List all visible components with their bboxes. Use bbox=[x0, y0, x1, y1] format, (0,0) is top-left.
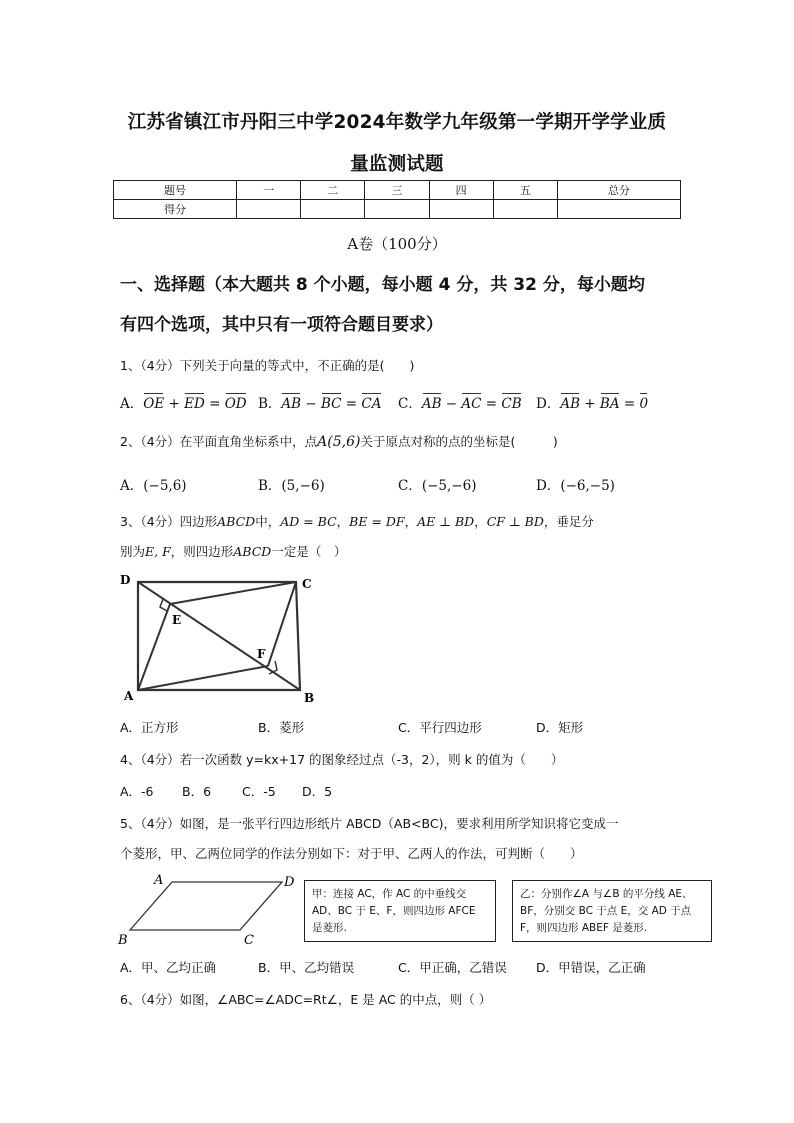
q4-option-c: C．-5 bbox=[242, 784, 276, 799]
q2-option-c: C．(−5,−6) bbox=[398, 478, 477, 494]
score-cell bbox=[301, 200, 365, 219]
score-header-cell: 四 bbox=[429, 181, 493, 200]
q2-option-b: B．(5,−6) bbox=[258, 478, 325, 494]
label-a: A bbox=[154, 873, 164, 888]
condition: AD = BC bbox=[280, 514, 337, 529]
q3-text: 3、（4分）四边形 bbox=[120, 514, 218, 529]
box-line: 是菱形. bbox=[312, 922, 347, 934]
operator: + bbox=[164, 396, 185, 412]
section1-heading bbox=[120, 265, 700, 345]
operator: + bbox=[580, 396, 600, 412]
vector: 0 bbox=[639, 396, 649, 412]
q2-option-a: A．(−5,6) bbox=[120, 478, 187, 494]
section1-line1: 一、选择题（本大题共 8 个小题，每小题 4 分，共 32 分，每小题均 bbox=[120, 275, 645, 295]
q5-figure bbox=[112, 868, 302, 950]
q4-option-b: B．6 bbox=[182, 784, 212, 799]
diagonal-bd bbox=[138, 582, 300, 690]
box-line: AD、BC 于 E、F，则四边形 AFCE bbox=[312, 905, 476, 917]
quad-abcd: ABCD bbox=[233, 544, 272, 559]
label-d: D bbox=[284, 875, 295, 890]
vector: BA bbox=[599, 396, 620, 412]
label-d: D bbox=[120, 573, 131, 587]
quad-abcd: ABCD bbox=[217, 514, 256, 529]
option-label: C． bbox=[398, 396, 422, 412]
score-cell bbox=[365, 200, 429, 219]
equals: = bbox=[204, 396, 225, 412]
q1-option-c bbox=[398, 392, 522, 412]
q2-stem bbox=[120, 432, 690, 450]
label-c: C bbox=[302, 577, 312, 591]
label-c: C bbox=[244, 933, 254, 948]
exam-title-line2: 量监测试题 bbox=[350, 154, 444, 175]
q3-stem-line2 bbox=[120, 542, 690, 560]
vector: AB bbox=[281, 396, 302, 412]
vector: ED bbox=[184, 396, 205, 412]
q3-option-c: C．平行四边形 bbox=[398, 720, 482, 735]
q3-stem-line1: 3、（4分）四边形ABCD中，AD = BC，BE = DF，AE ⊥ BD，CF ⊥ BD，垂足分 bbox=[120, 514, 594, 529]
q3-text: ，垂足分 bbox=[543, 514, 594, 529]
option-label: A． bbox=[120, 396, 144, 412]
condition: CF ⊥ BD bbox=[486, 514, 544, 529]
label-f: F bbox=[257, 647, 266, 661]
score-table bbox=[113, 180, 681, 219]
label-e: E bbox=[172, 613, 182, 627]
q5-stem-line1: 5、（4分）如图，是一张平行四边形纸片 ABCD（AB<BC)，要求利用所学知识将它变成一 bbox=[120, 816, 619, 831]
parallelogram-abcd bbox=[130, 882, 282, 930]
q5-method-yi-box bbox=[512, 880, 712, 942]
q6-stem: 6、（4分）如图，∠ABC=∠ADC=Rt∠，E 是 AC 的中点，则（ ） bbox=[120, 992, 492, 1007]
box-line: 乙：分别作∠A 与∠B 的平分线 AE、 bbox=[520, 888, 693, 900]
score-cell bbox=[557, 200, 680, 219]
vector: BC bbox=[321, 396, 342, 412]
score-header-cell: 题号 bbox=[114, 181, 237, 200]
q3-option-a: A．正方形 bbox=[120, 720, 179, 735]
q3-option-d: D．矩形 bbox=[536, 720, 584, 735]
score-header-cell: 总分 bbox=[557, 181, 680, 200]
score-cell bbox=[429, 200, 493, 219]
equals: = bbox=[619, 396, 640, 412]
vector: CA bbox=[361, 396, 382, 412]
score-table-score-row bbox=[114, 200, 681, 219]
label-a: A bbox=[124, 689, 134, 703]
operator: − bbox=[301, 396, 321, 412]
q3-text: 中， bbox=[255, 514, 281, 529]
option-label: D． bbox=[536, 396, 561, 412]
q3-option-b: B．菱形 bbox=[258, 720, 305, 735]
score-header-cell: 二 bbox=[301, 181, 365, 200]
equals: = bbox=[481, 396, 502, 412]
score-row-label: 得分 bbox=[114, 200, 237, 219]
q1-option-d bbox=[536, 392, 648, 412]
q3-text: ，则四边形 bbox=[170, 544, 234, 559]
q3-text: 别为 bbox=[120, 544, 146, 559]
score-header-cell: 五 bbox=[493, 181, 557, 200]
section-a-heading: A卷（100分） bbox=[347, 235, 447, 253]
box-line: 甲：连接 AC，作 AC 的中垂线交 bbox=[312, 888, 467, 900]
label-b: B bbox=[304, 691, 315, 705]
q2-option-d: D．(−6,−5) bbox=[536, 478, 615, 494]
box-line: F，则四边形 ABEF 是菱形. bbox=[520, 922, 648, 934]
segment-af bbox=[138, 666, 268, 690]
q5-option-b: B．甲、乙均错误 bbox=[258, 960, 355, 975]
section1-line2: 有四个选项，其中只有一项符合题目要求） bbox=[120, 315, 443, 335]
vector: OE bbox=[143, 396, 165, 412]
q1-option-a bbox=[120, 392, 247, 412]
operator: − bbox=[441, 396, 462, 412]
q5-option-c: C．甲正确，乙错误 bbox=[398, 960, 507, 975]
vector: AB bbox=[421, 396, 442, 412]
point-a: A(5,6) bbox=[317, 434, 361, 450]
equals: = bbox=[341, 396, 362, 412]
right-angle-f bbox=[269, 661, 277, 674]
option-label: B． bbox=[258, 396, 282, 412]
exam-title-line1: 江苏省镇江市丹阳三中学2024年数学九年级第一学期开学学业质 bbox=[127, 112, 667, 133]
q4-option-a: A．-6 bbox=[120, 784, 154, 799]
vector: CB bbox=[501, 396, 522, 412]
points-ef: E, F bbox=[145, 544, 171, 559]
q2-stem-text: 2、（4分）在平面直角坐标系中，点 bbox=[120, 434, 318, 449]
score-header-cell: 三 bbox=[365, 181, 429, 200]
segment-ae bbox=[138, 604, 170, 690]
score-header-cell: 一 bbox=[237, 181, 301, 200]
score-table-header-row bbox=[114, 181, 681, 200]
condition: AE ⊥ BD bbox=[417, 514, 475, 529]
label-b: B bbox=[118, 933, 128, 948]
vector: AB bbox=[560, 396, 580, 412]
box-line: BF，分别交 BC 于点 E，交 AD 于点 bbox=[520, 905, 692, 917]
vector: AC bbox=[461, 396, 482, 412]
q5-option-d: D．甲错误，乙正确 bbox=[536, 960, 646, 975]
vector: OD bbox=[224, 396, 247, 412]
q4-option-d: D．5 bbox=[302, 784, 333, 799]
q3-text: 一定是（ ） bbox=[271, 544, 347, 559]
q4-stem: 4、（4分）若一次函数 y=kx+17 的图象经过点（-3，2），则 k 的值为（ ） bbox=[120, 752, 564, 767]
q1-option-b bbox=[258, 392, 382, 412]
q3-figure bbox=[112, 570, 322, 710]
condition: BE = DF bbox=[349, 514, 405, 529]
q2-stem-text: 关于原点对称的点的坐标是( ) bbox=[360, 434, 558, 449]
q5-stem-line2: 个菱形，甲、乙两位同学的作法分别如下：对于甲、乙两人的作法，可判断（ ） bbox=[120, 846, 583, 861]
score-cell bbox=[493, 200, 557, 219]
segment-cf bbox=[268, 582, 296, 666]
q5-option-a: A．甲、乙均正确 bbox=[120, 960, 217, 975]
q1-stem: 1、（4分）下列关于向量的等式中，不正确的是( ) bbox=[120, 358, 415, 373]
segment-ec bbox=[170, 582, 296, 604]
score-cell bbox=[237, 200, 301, 219]
q5-method-jia-box bbox=[304, 880, 496, 942]
